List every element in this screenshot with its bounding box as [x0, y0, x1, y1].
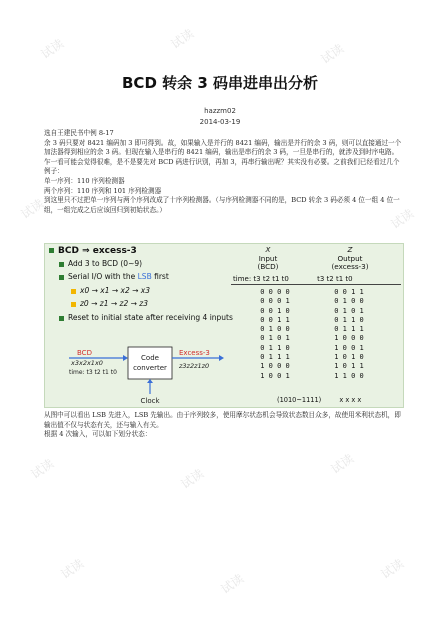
bullet-subitem	[71, 286, 150, 295]
input-code-cell: 0 0 0 1	[260, 297, 290, 306]
figure-heading	[49, 246, 137, 256]
output-code-cell: 1 1 0 0	[334, 371, 364, 380]
watermark: 试读	[168, 26, 197, 52]
excess3-label: Excess-3	[179, 349, 210, 357]
bullet-text: Reset to initial state after receiving 4 inputs	[68, 313, 233, 322]
input-column	[255, 288, 295, 381]
watermark: 试读	[178, 466, 207, 492]
bullet-square-icon	[71, 302, 76, 307]
input-label: Input	[258, 253, 278, 263]
output-code-cell: 1 0 0 0	[334, 334, 364, 343]
output-bits: z3z2z1z0	[179, 362, 210, 370]
bullet-square-icon	[59, 316, 64, 321]
document-date: 2014-03-19	[199, 118, 241, 126]
range-input: (1010~1111)	[277, 396, 322, 404]
converter-label: Code	[141, 354, 159, 362]
bullet-square-icon	[71, 289, 76, 294]
input-label-sub: (BCD)	[257, 262, 279, 271]
bullet-subitem	[71, 299, 148, 308]
paragraph: 根据 4 次输入，可以如下划分状态：	[44, 430, 152, 439]
paragraph: 两个序列：110 序列和 101 序列检测器	[44, 186, 162, 195]
bullet-square-icon	[49, 248, 54, 253]
input-column-header	[237, 246, 299, 272]
body-text-top	[44, 129, 404, 215]
watermark: 试读	[378, 556, 407, 582]
watermark: 试读	[38, 36, 67, 62]
input-var: X	[265, 245, 271, 254]
range-row	[277, 396, 361, 404]
watermark: 试读	[28, 456, 57, 482]
output-label-sub: (excess-3)	[331, 262, 369, 271]
input-bits: x3x2x1x0	[71, 359, 103, 367]
code-converter-diagram	[67, 346, 227, 408]
output-code-cell: 1 0 1 0	[334, 353, 364, 362]
output-column	[327, 288, 371, 381]
bullet-text: x0 → x1 → x2 → x3	[80, 286, 150, 295]
input-code-cell: 0 0 1 1	[260, 315, 290, 324]
watermark: 试读	[328, 451, 357, 477]
output-code-cell: 0 0 1 1	[334, 288, 364, 296]
paragraph: 到这里只不过把单一序列与两个序列改成了十序列检测器。（与序列检测器不同的是，BCD 转余 3 码必须 4 位一组 4 位一组，一组完成之后应该回归到初始状态。）	[44, 196, 400, 214]
arrow-right-icon	[123, 355, 128, 361]
lsb-highlight: LSB	[137, 272, 152, 281]
watermark: 试读	[318, 41, 347, 67]
input-code-cell: 0 0 1 0	[260, 306, 290, 315]
paragraph: 选自王建民书中例 8-17	[44, 129, 114, 137]
paragraph: 余 3 码只要对 8421 编码加 3 即可得到。故，如果输入是并行的 8421 编码，输出是并行的余 3 码，则可以直接通过一个加法器得到相应的余 3 码。但现在输入是串行的 8421 编码，输出是串行的余 3 码，一旦是串行的，就涉及到时序电路。	[44, 138, 402, 157]
output-code-cell: 0 1 0 1	[334, 306, 364, 315]
clock-label: Clock	[140, 397, 160, 405]
input-code-cell: 1 0 0 1	[260, 371, 290, 380]
bullet-text: first	[151, 272, 169, 281]
bullet-text: z0 → z1 → z2 → z3	[80, 299, 148, 308]
bullet-text: Serial I/O with the	[68, 272, 138, 281]
time-row	[233, 275, 353, 283]
output-code-cell: 0 1 0 0	[334, 297, 364, 306]
bullet-text: Add 3 to BCD (0~9)	[68, 259, 143, 268]
arrow-right-icon	[219, 355, 224, 361]
time-label-output: t3 t2 t1 t0	[317, 275, 353, 283]
converter-box	[128, 347, 172, 379]
input-time: time: t3 t2 t1 t0	[69, 369, 117, 376]
watermark: 试读	[18, 196, 47, 222]
range-output: x x x x	[339, 396, 362, 404]
watermark: 试读	[388, 206, 417, 232]
table-divider	[231, 284, 401, 285]
document-author: hazzm02	[204, 107, 236, 115]
bullet-item	[59, 272, 169, 281]
watermark: 试读	[218, 571, 247, 597]
paragraph: 从图中可以看出 LSB 先进入，LSB 先输出。由于序列较多，使用摩尔状态机会导致状态数目众多，故使用米利状态机，即输出值不仅与状态有关，还与输入有关。	[44, 411, 401, 429]
paragraph: 乍一看可能会觉得很难，是不是要先对 BCD 码进行识别，再加 3，再串行输出呢？其实没有必要。之前我们已经看过几个例子：	[44, 157, 400, 176]
arrow-up-icon	[147, 379, 153, 383]
output-code-cell: 0 1 1 1	[334, 325, 364, 334]
bullet-item	[59, 259, 142, 268]
output-column-header	[315, 246, 385, 272]
document-title: BCD 转余 3 码串进串出分析	[122, 74, 318, 92]
input-code-cell: 0 0 0 0	[260, 288, 290, 296]
watermark: 试读	[58, 556, 87, 582]
bullet-square-icon	[59, 262, 64, 267]
figure-heading-text: BCD ⇒ excess-3	[58, 246, 137, 256]
paragraph: 单一序列：110 序列检测器	[44, 176, 125, 185]
output-code-cell: 1 0 0 1	[334, 343, 364, 352]
body-text-bottom	[44, 411, 404, 440]
input-code-cell: 0 1 1 0	[260, 343, 290, 352]
output-label: Output	[337, 253, 363, 263]
bullet-square-icon	[59, 275, 64, 280]
bcd-label: BCD	[77, 349, 92, 357]
converter-label: converter	[133, 364, 167, 372]
output-code-cell: 0 1 1 0	[334, 315, 364, 324]
input-code-cell: 0 1 1 1	[260, 353, 290, 362]
input-code-cell: 0 1 0 0	[260, 325, 290, 334]
input-code-cell: 0 1 0 1	[260, 334, 290, 343]
bcd-excess3-figure	[44, 243, 404, 408]
input-code-cell: 1 0 0 0	[260, 362, 290, 371]
output-var: Z	[347, 245, 353, 254]
output-code-cell: 1 0 1 1	[334, 362, 364, 371]
time-label-input: time: t3 t2 t1 t0	[233, 275, 289, 283]
bullet-item	[59, 313, 233, 322]
